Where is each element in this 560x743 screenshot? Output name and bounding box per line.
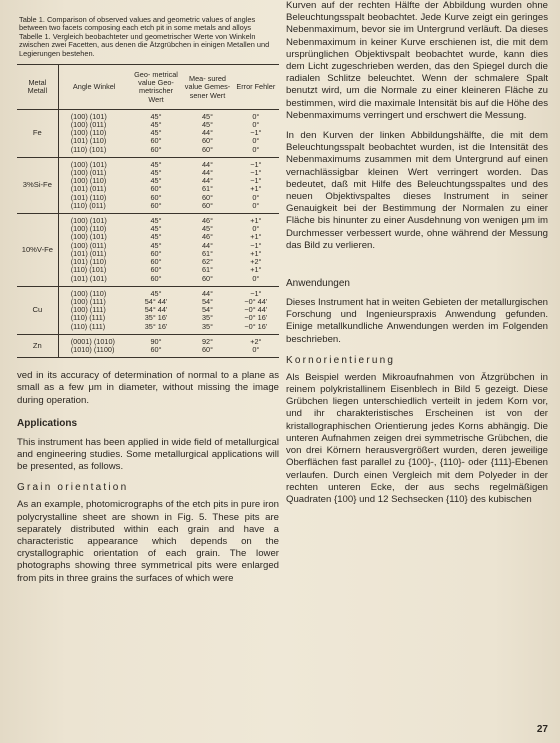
table-value: 45°	[150, 168, 162, 178]
metal-cell: Fe	[17, 109, 58, 157]
table-value: (101) (110)	[70, 136, 107, 146]
page-number: 27	[536, 724, 548, 735]
left-column	[17, 6, 279, 585]
table-value: (101) (101)	[70, 273, 107, 283]
angle-planes-cell	[58, 157, 129, 213]
table-value: (100) (011)	[70, 168, 107, 178]
angle-planes-cell	[58, 109, 129, 157]
table-group-row	[17, 214, 279, 287]
geometrical-values-cell	[130, 334, 183, 357]
table-value: 45°	[150, 224, 162, 234]
table-value: −0° 44'	[244, 305, 268, 315]
kornorientierung-paragraph: Als Beispiel werden Mikroaufnahmen von Ätzgrübchen in reinem polykristallinem Eisenblech in Bild 5 gezeigt. Diese Grübchen liegen unterschiedlich verteilt in jedem Korn vor, und ihr charakteristisches Erscheinen ist von der kristallographischen Orientierung jedes Korns abhängig. Die unteren Aufnahmen zeigen drei symmetrische Grübchen, die von drei Körnern herausvergrößert wurden, deren jeweilige Oberflächen fast parallel zu {100}-, {110}- oder {111}-Ebenen verlaufen. Durch einen Vergleich mit dem Polyeder in der rechten unteren Ecke, der aus sechs regelmäßigen Quadraten {100} und 12 Sechsecken {110} des kubischen	[286, 371, 548, 505]
table-value: (110) (111)	[70, 313, 106, 323]
table-value: (0001) (1010)	[70, 336, 115, 346]
angle-planes-cell	[58, 214, 129, 287]
table-value: 35° 16'	[144, 313, 168, 323]
measured-values-cell	[182, 214, 232, 287]
table-value: 60°	[201, 136, 214, 146]
table-value: 92°	[201, 336, 214, 346]
table-value: 45°	[150, 159, 162, 169]
table-value: (101) (110)	[70, 257, 107, 267]
angle-planes-cell	[58, 286, 129, 334]
table-value: +1°	[250, 216, 262, 226]
table-value: 61°	[201, 248, 214, 258]
header-metal: Metal Metall	[17, 65, 58, 110]
table-value: 44°	[201, 159, 214, 169]
table-value: 60°	[150, 273, 162, 283]
table-value: +1°	[250, 248, 262, 258]
right-paragraph-1: Kurven auf der rechten Hälfte der Abbildung wurden ohne Beleuchtungsspalt beobachtet. Jede Kurve zeigt ein geringes Nebenmaximum, bevor sie im Untergrund verläuft. Da dieses Nebenmaximum in keiner Kurve erschienen ist, die mit dem ursprünglichen Objektivspalt beobachtet wurde, kann dies dem Licht zugeschrieben werden, das den Spiegel durch die radialen Schlitze beleuchtet. Wenn der schmalere Spalt benutzt wird, um die Normale zu einer kleineren Fläche zu bestimmen, wird die maximale Intensität bis auf die Höhe des Nebenmaximums verringert und erschwert die Messung.	[286, 0, 548, 121]
table-value: 60°	[201, 200, 214, 210]
table-value: +1°	[250, 232, 262, 242]
table-value: (100) (111)	[70, 305, 106, 315]
table-value: 44°	[201, 240, 214, 250]
right-paragraph-2: In den Kurven der linken Abbildungshälfte, die mit dem Beleuchtungsspalt beobachtet wurden, ist die Intensität des Nebenmaximums zusammen mit dem Untergrund auf einen vernachlässigbar kleinen Wert verringert worden. Das bedeutet, daß mit Hilfe des Beleuchtungsspaltes und des neuen Objektivspaltes dieses Instrument in seiner Genauigkeit bei der Bestimmung der Normalen zu einer Fläche bis hinunter zu einer Ausdehnung von wenigen μm im Durchmesser verbessert wurde, ohne während der Messung das Bild zu verlieren.	[286, 130, 548, 251]
table-value: −0° 16'	[244, 313, 268, 323]
table-value: (110) (101)	[70, 265, 107, 275]
metal-cell: Zn	[17, 334, 58, 357]
table-value: 0°	[252, 200, 260, 210]
header-geometrical: Geo- metrical value Geo- metrischer Wert	[130, 65, 183, 110]
anwendungen-paragraph: Dieses Instrument hat in weiten Gebieten der metallurgischen Forschung und Ingenieurspraxis Anwendung gefunden. Einige metallkundliche Anwendungen werden im Folgenden beschrieben.	[286, 297, 548, 345]
table-value: −1°	[250, 176, 262, 186]
table-value: 61°	[201, 265, 214, 275]
table-value: 60°	[150, 344, 162, 354]
table-value: (100) (110)	[70, 288, 107, 298]
left-text-block	[17, 370, 279, 585]
metal-cell: 10%V-Fe	[17, 214, 58, 287]
table-value: (110) (101)	[70, 144, 107, 154]
table-value: (100) (110)	[70, 224, 107, 234]
table-value: 60°	[150, 192, 162, 202]
table-value: 60°	[150, 265, 162, 275]
table-value: 0°	[252, 273, 260, 283]
geometrical-values-cell	[130, 157, 183, 213]
grain-orientation-paragraph: As an example, photomicrographs of the etch pits in pure iron polycrystalline sheet are shown in Fig. 5. These pits are separately distributed within each grain and have a characteristic appearance which depends on the crystallographic orientation of each grain. The lower photographs showing three symmetrical pits were enlarged from pits in three grains the surfaces of which were	[17, 499, 279, 584]
table-value: 45°	[150, 120, 162, 130]
table-value: (100) (110)	[70, 176, 107, 186]
table-value: 45°	[201, 111, 214, 121]
header-measured: Mea- sured value Gemes- sener Wert	[182, 65, 232, 110]
error-values-cell	[233, 109, 279, 157]
table-value: +2°	[250, 336, 262, 346]
metal-cell: 3%Si-Fe	[17, 157, 58, 213]
table-value: −1°	[250, 288, 262, 298]
table-value: 45°	[150, 111, 162, 121]
table-value: 35°	[201, 313, 214, 323]
angle-comparison-table	[17, 64, 279, 358]
table-value: (100) (101)	[70, 232, 107, 242]
table-value: (1010) (1100)	[70, 344, 115, 354]
table-value: (100) (101)	[70, 216, 107, 226]
table-value: 0°	[252, 192, 260, 202]
anwendungen-heading: Anwendungen	[286, 278, 350, 290]
table-value: −0° 16'	[244, 321, 268, 331]
table-value: (100) (110)	[70, 128, 107, 138]
table-value: 90°	[150, 336, 162, 346]
table-value: −1°	[250, 128, 262, 138]
error-values-cell	[233, 286, 279, 334]
metal-cell: Cu	[17, 286, 58, 334]
table-value: (101) (011)	[70, 248, 107, 258]
header-angle: Angle Winkel	[58, 65, 129, 110]
table-value: 45°	[150, 232, 162, 242]
table-value: 0°	[252, 144, 260, 154]
table-value: (100) (101)	[70, 111, 107, 121]
header-error: Error Fehler	[233, 65, 279, 110]
table-value: (100) (111)	[70, 296, 106, 306]
table-value: −1°	[250, 168, 262, 178]
table-value: +1°	[250, 265, 262, 275]
table-group-row	[17, 286, 279, 334]
table-body	[17, 109, 279, 357]
kornorientierung-heading: Kornorientierung	[286, 354, 396, 366]
table-value: 0°	[252, 224, 260, 234]
table-value: 35°	[201, 321, 214, 331]
table-value: −1°	[250, 159, 262, 169]
table-value: 45°	[150, 216, 162, 226]
table-value: 60°	[201, 273, 214, 283]
table-value: 46°	[201, 216, 214, 226]
table-value: 46°	[201, 232, 214, 242]
table-value: 60°	[201, 144, 214, 154]
table-value: 44°	[201, 128, 214, 138]
table-value: 60°	[150, 136, 162, 146]
table-value: 45°	[150, 288, 162, 298]
table-value: (100) (011)	[70, 120, 107, 130]
table-group-row	[17, 334, 279, 357]
table-value: 45°	[201, 120, 214, 130]
table-value: 54°	[201, 296, 214, 306]
table-caption	[19, 16, 279, 58]
measured-values-cell	[182, 286, 232, 334]
table-value: −1°	[250, 240, 262, 250]
table-group-row	[17, 109, 279, 157]
table-caption-english: Table 1. Comparison of observed values and geometric values of angles between two facets composing each etch pit in some metals and alloys	[19, 15, 256, 33]
table-value: 45°	[201, 224, 214, 234]
geometrical-values-cell	[130, 109, 183, 157]
table-value: 61°	[201, 184, 214, 194]
table-value: 54° 44'	[144, 296, 168, 306]
table-value: 0°	[252, 120, 260, 130]
left-continuation-paragraph: ved in its accuracy of determination of normal to a plane as small as a few μm in diameter, without missing the image during operation.	[17, 370, 279, 406]
table-value: 45°	[150, 240, 162, 250]
table-value: 60°	[150, 144, 162, 154]
table-value: +1°	[250, 184, 262, 194]
table-value: 44°	[201, 288, 214, 298]
table-value: 60°	[150, 200, 162, 210]
table-value: (110) (111)	[70, 321, 106, 331]
table-value: 45°	[150, 128, 162, 138]
table-value: 44°	[201, 176, 214, 186]
table-value: 62°	[201, 257, 214, 267]
geometrical-values-cell	[130, 214, 183, 287]
table-value: −0° 44'	[244, 296, 268, 306]
table-value: 54° 44'	[144, 305, 168, 315]
error-values-cell	[233, 214, 279, 287]
applications-heading: Applications	[17, 417, 78, 429]
table-value: 45°	[150, 176, 162, 186]
table-value: (100) (011)	[70, 240, 107, 250]
table-value: (101) (011)	[70, 184, 107, 194]
table-value: 60°	[150, 248, 162, 258]
error-values-cell	[233, 157, 279, 213]
table-value: 35° 16'	[144, 321, 168, 331]
table-caption-german: Tabelle 1. Vergleich beobachteter und geometrischer Werte von Winkeln zwischen zwei Facetten, aus denen die Ätzgrübchen in einigen Metallen und Legierungen bestehen.	[19, 31, 270, 58]
measured-values-cell	[182, 334, 232, 357]
right-column	[286, 0, 548, 506]
table-value: 0°	[252, 136, 260, 146]
applications-paragraph: This instrument has been applied in wide field of metallurgical and engineering studies. Some metallurgical applications will be presented, as follows.	[17, 436, 279, 473]
table-value: 44°	[201, 168, 214, 178]
table-group-row	[17, 157, 279, 213]
table-value: (100) (101)	[70, 159, 107, 169]
table-value: (101) (110)	[70, 192, 107, 202]
table-value: (110) (011)	[70, 200, 106, 210]
angle-planes-cell	[58, 334, 129, 357]
table-value: 60°	[150, 184, 162, 194]
error-values-cell	[233, 334, 279, 357]
table-value: +2°	[250, 257, 262, 267]
table-value: 54°	[201, 305, 214, 315]
grain-orientation-heading: Grain orientation	[17, 482, 129, 494]
table-header-row	[17, 65, 279, 110]
table-value: 0°	[252, 344, 260, 354]
measured-values-cell	[182, 157, 232, 213]
table-value: 60°	[201, 344, 214, 354]
table-value: 60°	[150, 257, 162, 267]
measured-values-cell	[182, 109, 232, 157]
geometrical-values-cell	[130, 286, 183, 334]
table-value: 60°	[201, 192, 214, 202]
table-value: 0°	[252, 111, 260, 121]
